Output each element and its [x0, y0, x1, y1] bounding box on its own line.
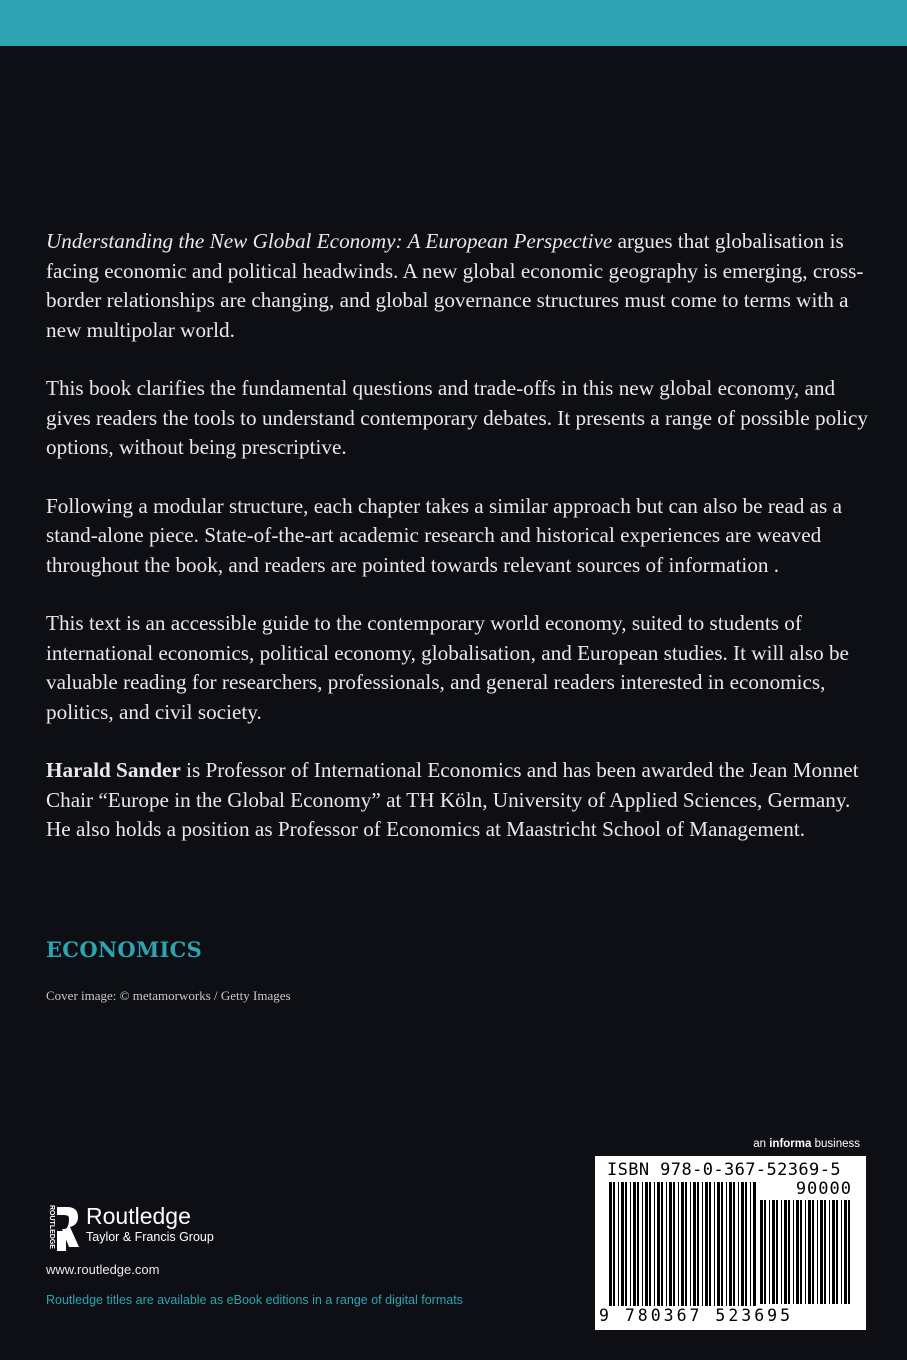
- author-bio: Harald Sander is Professor of International Economics and has been awarded the Jean Monnet Chair “Europe in the Global Economy” at TH Köln, University of Applied Sciences, Germany. He also holds a position as Professor of Economics at Maastricht School of Management.: [46, 758, 859, 841]
- routledge-logo-icon: [42, 1203, 80, 1259]
- blurb-paragraph-3: Following a modular structure, each chapter takes a similar approach but can also be read as a stand-alone piece. State-of-the-art academic research and historical experiences are weaved throughout the book, and readers are pointed towards relevant sources of information .: [46, 493, 842, 577]
- blurb-paragraph-2: This book clarifies the fundamental questions and trade-offs in this new global economy, and gives readers the tools to understand contemporary debates. It presents a range of possible policy options, without being prescriptive.: [46, 376, 868, 459]
- author-name: Harald Sander: [46, 758, 181, 782]
- price-barcode-bars: [760, 1200, 852, 1304]
- price-code: 90000: [795, 1179, 852, 1199]
- book-title-italic: Understanding the New Global Economy: A European Perspective: [46, 229, 613, 253]
- top-accent-band: [0, 0, 907, 46]
- back-cover-blurb: [46, 227, 871, 845]
- isbn-label: ISBN 978-0-367-52369-5: [607, 1160, 841, 1180]
- ean-number: 9 780367 523695: [599, 1306, 794, 1325]
- routledge-vertical-wordmark: ROUTLEDGE: [48, 1205, 55, 1249]
- publisher-url[interactable]: www.routledge.com: [46, 1262, 160, 1277]
- ean-barcode-bars: [609, 1182, 757, 1306]
- informa-business-label: an informa business: [753, 1138, 860, 1150]
- subject-category: ECONOMICS: [46, 937, 203, 962]
- publisher-group: Taylor & Francis Group: [86, 1230, 214, 1244]
- ebook-availability-note: Routledge titles are available as eBook editions in a range of digital formats: [46, 1293, 463, 1307]
- cover-image-credit: Cover image: © metamorworks / Getty Images: [46, 988, 291, 1003]
- publisher-logo: [42, 1203, 214, 1259]
- blurb-paragraph-4: This text is an accessible guide to the contemporary world economy, suited to students of international economics, political economy, globalisation, and European studies. It will also be valuable reading for researchers, professionals, and general readers interested in economics, politics, and civil society.: [46, 611, 849, 724]
- publisher-name: Routledge: [86, 1203, 191, 1229]
- blurb-paragraph-1: Understanding the New Global Economy: A European Perspective argues that globalisation is facing economic and political headwinds. A new global economic geography is emerging, cross-border relationships are changing, and global governance structures must come to terms with a new multipolar world.: [46, 229, 864, 342]
- isbn-barcode: [595, 1156, 866, 1330]
